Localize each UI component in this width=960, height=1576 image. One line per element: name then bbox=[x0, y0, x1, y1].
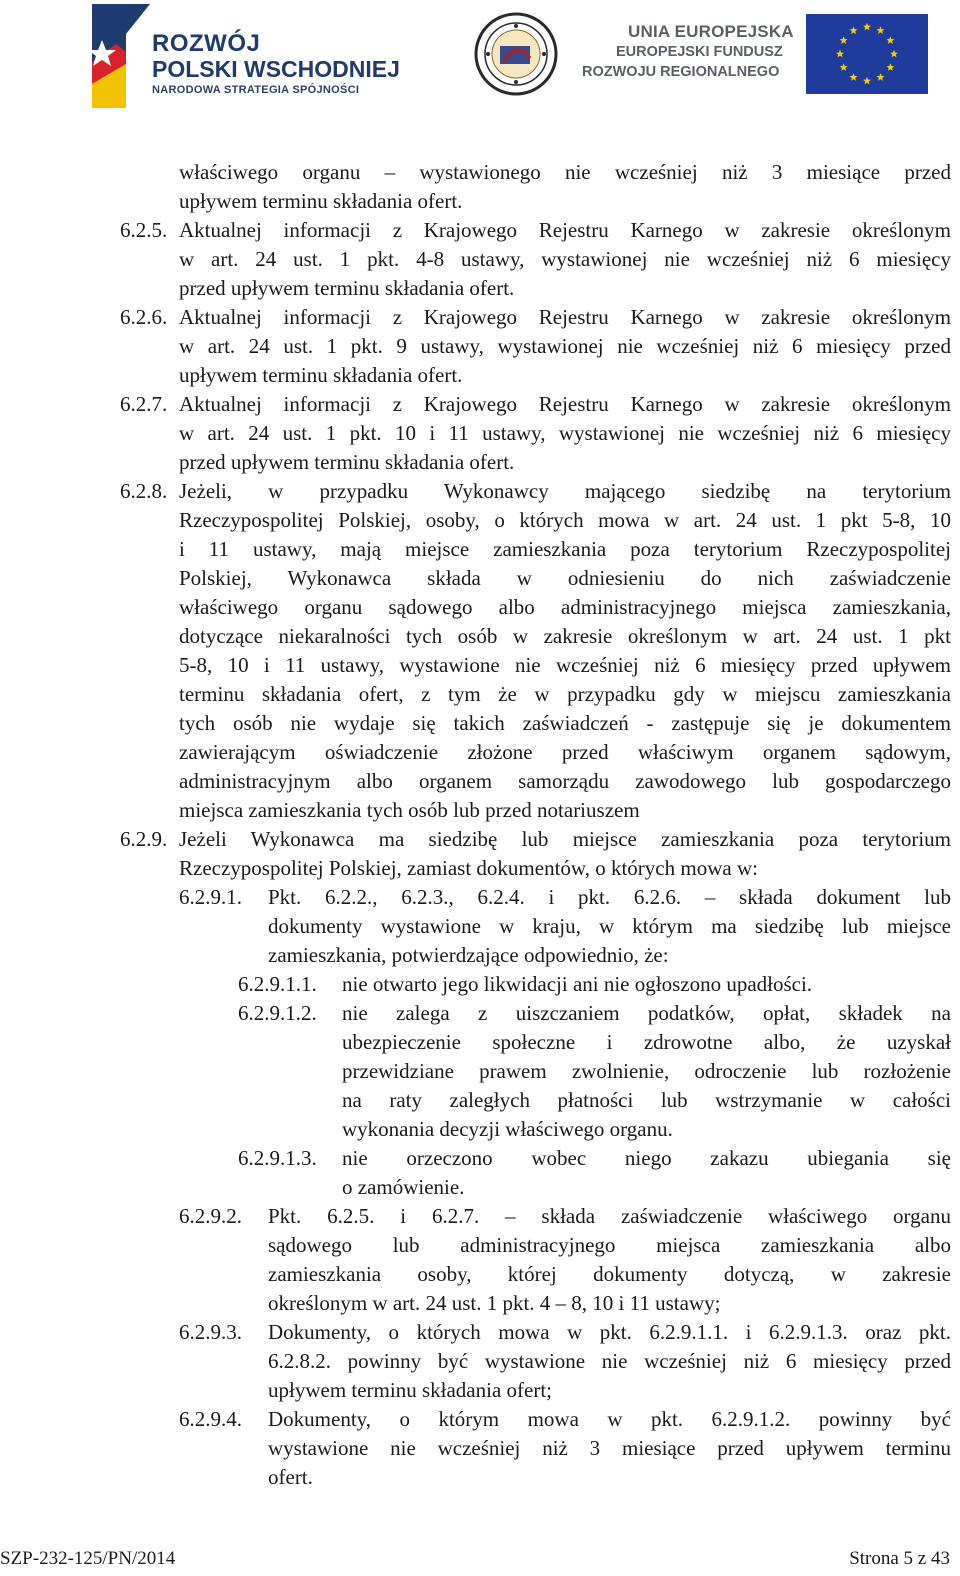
text-line: przed upływem terminu składania ofert. bbox=[179, 450, 515, 474]
text-line: upływem terminu składania ofert. bbox=[179, 363, 463, 387]
text-line: zamieszkania, potwierdzające odpowiednio, że: bbox=[268, 943, 669, 967]
text-line: na raty zaległych płatności lub wstrzymanie w całości bbox=[342, 1088, 951, 1112]
institution-seal-logo bbox=[474, 12, 558, 96]
text-line: sądowego lub administracyjnego miejsca zamieszkania albo bbox=[268, 1233, 951, 1257]
text-line: właściwego organu – wystawionego nie wcześniej niż 3 miesiące przed bbox=[179, 160, 951, 184]
text-line: Jeżeli Wykonawca ma siedzibę lub miejsce zamieszkania poza terytorium bbox=[179, 827, 951, 851]
text-line: ubezpieczenie społeczne i zdrowotne albo, że uzyskał bbox=[342, 1030, 951, 1054]
text-line: upływem terminu składania ofert. bbox=[179, 189, 463, 213]
eu-flag-icon bbox=[806, 14, 928, 94]
text-line: w art. 24 ust. 1 pkt. 4-8 ustawy, wystawionej nie wcześniej niż 6 miesięcy bbox=[179, 247, 951, 271]
text-line: Pkt. 6.2.5. i 6.2.7. – składa zaświadczenie właściwego organu bbox=[268, 1204, 951, 1228]
logo-text-line3: NARODOWA STRATEGIA SPÓJNOŚCI bbox=[152, 84, 360, 96]
text-line: dokumenty wystawione w kraju, w którym ma siedzibę lub miejsce bbox=[268, 914, 951, 938]
text-line: miejsca zamieszkania tych osób lub przed notariuszem bbox=[179, 798, 640, 822]
eu-text-line2: EUROPEJSKI FUNDUSZ bbox=[616, 44, 783, 60]
text-line: administracyjnym albo organem samorządu zawodowego lub gospodarczego bbox=[179, 769, 951, 793]
text-line: upływem terminu składania ofert; bbox=[268, 1378, 553, 1402]
text-line: Aktualnej informacji z Krajowego Rejestru Karnego w zakresie określonym bbox=[179, 218, 951, 242]
text-line: Polskiej, Wykonawca składa w odniesieniu do nich zaświadczenie bbox=[179, 566, 951, 590]
text-line: Dokumenty, o którym mowa w pkt. 6.2.9.1.2. powinny być bbox=[268, 1407, 951, 1431]
text-line: właściwego organu sądowego albo administracyjnego miejsca zamieszkania, bbox=[179, 595, 951, 619]
rps-emblem-icon bbox=[92, 4, 150, 108]
text-line: i 11 ustawy, mają miejsce zamieszkania poza terytorium Rzeczypospolitej bbox=[179, 537, 951, 561]
text-line: tych osób nie wydaje się takich zaświadczeń - zastępuje się je dokumentem bbox=[179, 711, 951, 735]
text-line: Aktualnej informacji z Krajowego Rejestru Karnego w zakresie określonym bbox=[179, 392, 951, 416]
text-line: przed upływem terminu składania ofert. bbox=[179, 276, 515, 300]
document-reference-code: SZP-232-125/PN/2014 bbox=[0, 1548, 176, 1569]
section-number: 6.2.5. bbox=[120, 218, 168, 242]
text-line: zamieszkania osoby, której dokumenty dotyczą, w zakresie bbox=[268, 1262, 951, 1286]
seal-icon bbox=[474, 12, 558, 96]
text-line: dotyczące niekaralności tych osób w zakresie określonym w art. 24 ust. 1 pkt bbox=[179, 624, 951, 648]
text-line: Rzeczypospolitej Polskiej, zamiast dokumentów, o których mowa w: bbox=[179, 856, 758, 880]
section-number: 6.2.9.1.3. bbox=[238, 1146, 317, 1170]
page-number: Strona 5 z 43 bbox=[849, 1548, 950, 1569]
eu-text-line1: UNIA EUROPEJSKA bbox=[628, 22, 794, 41]
rozwoj-polski-wschodniej-logo bbox=[92, 4, 422, 108]
text-line: nie orzeczono wobec niego zakazu ubiegania się bbox=[342, 1146, 951, 1170]
text-line: Rzeczypospolitej Polskiej, osoby, o których mowa w art. 24 ust. 1 pkt 5-8, 10 bbox=[179, 508, 951, 532]
text-line: ofert. bbox=[268, 1465, 313, 1489]
text-line: przewidziane prawem zwolnienie, odroczenie lub rozłożenie bbox=[342, 1059, 951, 1083]
eu-text-line3: ROZWOJU REGIONALNEGO bbox=[582, 64, 780, 80]
section-number: 6.2.9.4. bbox=[179, 1407, 242, 1431]
text-line: Pkt. 6.2.2., 6.2.3., 6.2.4. i pkt. 6.2.6. – składa dokument lub bbox=[268, 885, 951, 909]
logo-text-line2: POLSKI WSCHODNIEJ bbox=[152, 56, 400, 82]
text-line: wykonania decyzji właściwego organu. bbox=[342, 1117, 673, 1141]
section-number: 6.2.9.1.1. bbox=[238, 972, 317, 996]
section-number: 6.2.9.3. bbox=[179, 1320, 242, 1344]
text-line: nie zalega z uiszczaniem podatków, opłat, składek na bbox=[342, 1001, 951, 1025]
text-line: terminu składania ofert, z tym że w przypadku gdy w miejscu zamieszkania bbox=[179, 682, 951, 706]
text-line: w art. 24 ust. 1 pkt. 10 i 11 ustawy, wystawionej nie wcześniej niż 6 miesięcy bbox=[179, 421, 951, 445]
text-line: Aktualnej informacji z Krajowego Rejestru Karnego w zakresie określonym bbox=[179, 305, 951, 329]
text-line: 5-8, 10 i 11 ustawy, wystawione nie wcześniej niż 6 miesięcy przed upływem bbox=[179, 653, 951, 677]
text-line: określonym w art. 24 ust. 1 pkt. 4 – 8, 10 i 11 ustawy; bbox=[268, 1291, 721, 1315]
section-number: 6.2.9.2. bbox=[179, 1204, 242, 1228]
section-number: 6.2.9.1. bbox=[179, 885, 242, 909]
text-line: wystawione nie wcześniej niż 3 miesiące przed upływem terminu bbox=[268, 1436, 951, 1460]
text-line: nie otwarto jego likwidacji ani nie ogłoszono upadłości. bbox=[342, 972, 813, 996]
text-line: o zamówienie. bbox=[342, 1175, 465, 1199]
text-line: 6.2.8.2. powinny być wystawione nie wcześniej niż 6 miesięcy przed bbox=[268, 1349, 951, 1373]
page-header bbox=[0, 0, 960, 120]
text-line: Dokumenty, o których mowa w pkt. 6.2.9.1.1. i 6.2.9.1.3. oraz pkt. bbox=[268, 1320, 951, 1344]
section-number: 6.2.9. bbox=[120, 827, 168, 851]
text-line: Jeżeli, w przypadku Wykonawcy mającego siedzibę na terytorium bbox=[179, 479, 951, 503]
section-number: 6.2.8. bbox=[120, 479, 168, 503]
text-line: zawierającym oświadczenie złożone przed właściwym organem sądowym, bbox=[179, 740, 951, 764]
text-line: w art. 24 ust. 1 pkt. 9 ustawy, wystawionej nie wcześniej niż 6 miesięcy przed bbox=[179, 334, 951, 358]
logo-text-line1: ROZWÓJ bbox=[152, 30, 261, 57]
section-number: 6.2.7. bbox=[120, 392, 168, 416]
section-number: 6.2.6. bbox=[120, 305, 168, 329]
eu-fund-text bbox=[582, 22, 794, 82]
section-number: 6.2.9.1.2. bbox=[238, 1001, 317, 1025]
